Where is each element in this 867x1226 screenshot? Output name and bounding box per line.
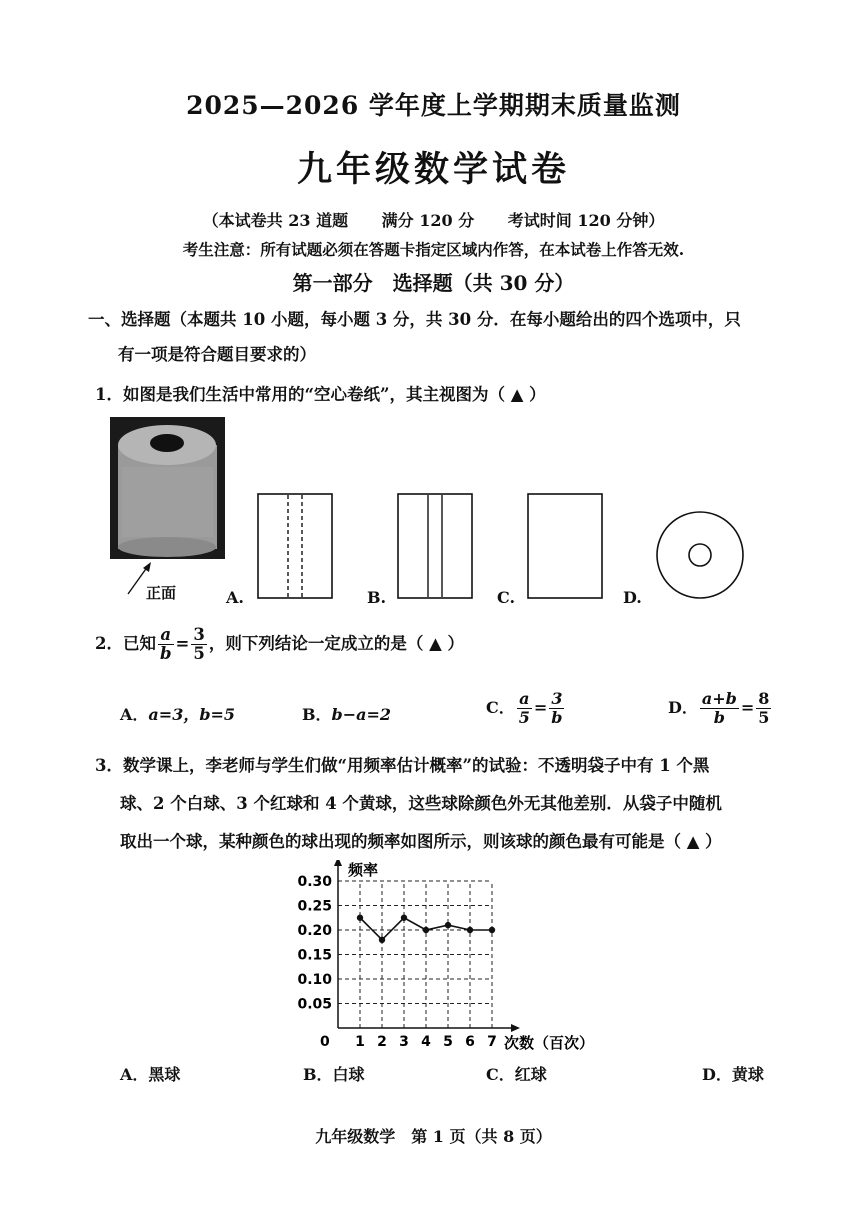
q1-text: 1．如图是我们生活中常用的“空心卷纸”，其主视图为（ ▲ ）: [95, 385, 546, 404]
q1-option-a-figure: [257, 493, 333, 599]
q3-option-c-label: C．: [486, 1065, 515, 1084]
q2-d-ld: b: [713, 708, 725, 727]
q2-c-eq: =: [533, 698, 548, 717]
q2-option-d-label: D．: [668, 698, 698, 717]
q3-line1: 3．数学课上，李老师与学生们做“用频率估计概率”的试验：不透明袋子中有 1 个黑: [95, 756, 710, 775]
section-intro-line2: 有一项是符合题目要求的）: [118, 345, 316, 364]
q3-option-a-text: 黑球: [148, 1065, 181, 1084]
x-tick-label: 2: [377, 1034, 387, 1050]
q2-d-ln: a+b: [701, 689, 737, 708]
q2-d-rn: 8: [758, 689, 770, 708]
exam-subtitle: 九年级数学试卷: [296, 149, 570, 190]
q2-option-b[interactable]: [302, 702, 391, 725]
q3-option-d[interactable]: [702, 1062, 764, 1085]
info-score: 满分 120 分: [381, 211, 475, 230]
q2-frac-ab: [158, 626, 174, 663]
exam-info: [0, 208, 867, 231]
x-tick-label: 6: [465, 1034, 475, 1050]
y-tick-label: 0.15: [297, 947, 332, 964]
q3-option-b-label: B．: [303, 1065, 333, 1084]
q1-option-a-label[interactable]: A.: [226, 588, 244, 607]
q2-option-a-text: a=3，b=5: [148, 705, 236, 724]
q2-frac-den: b: [159, 644, 172, 663]
q2-prefix: 2．已知: [95, 634, 156, 653]
q2-d-eq: =: [740, 698, 755, 717]
q2-rhs-den: 5: [193, 644, 205, 663]
data-point: [401, 915, 407, 921]
q2-option-b-text: b−a=2: [331, 705, 392, 724]
q2-c-ln: a: [517, 690, 532, 709]
q2-c-right-frac: [549, 690, 564, 727]
q2-c-rn: 3: [549, 690, 564, 709]
q3-line3: 取出一个球，某种颜色的球出现的频率如图所示，则该球的颜色最有可能是（ ▲ ）: [120, 832, 722, 851]
y-tick-label: 0.05: [297, 996, 332, 1013]
q2-d-rd: 5: [758, 708, 770, 727]
exam-title: 2025—2026 学年度上学期期末质量监测: [186, 91, 681, 120]
section-intro-line1: 一、选择题（本题共 10 小题，每小题 3 分，共 30 分．在每小题给出的四个选项中，只: [88, 310, 741, 329]
x-tick-label: 4: [421, 1034, 431, 1050]
data-point: [423, 927, 429, 933]
q3-option-d-text: 黄球: [731, 1065, 764, 1084]
chart-tick-labels: [297, 874, 496, 1050]
q2-c-rd: b: [551, 708, 563, 727]
x-tick-label: 5: [443, 1034, 453, 1050]
exam-notice: 考生注意：所有试题必须在答题卡指定区域内作答，在本试卷上作答无效.: [182, 240, 685, 259]
page-footer: 九年级数学 第 1 页（共 8 页）: [315, 1127, 552, 1146]
q2-option-a-label: A．: [120, 705, 149, 724]
q2-c-left-frac: [517, 690, 532, 727]
q2-option-a[interactable]: [120, 702, 235, 725]
y-tick-label: 0.20: [297, 923, 332, 939]
q1-option-b-label[interactable]: B.: [367, 588, 387, 607]
data-point: [489, 927, 495, 933]
chart-origin-label: 0: [320, 1034, 330, 1050]
q3-option-c[interactable]: [486, 1062, 547, 1085]
q2-text: [95, 626, 464, 663]
q2-rhs-num: 3: [193, 625, 205, 644]
x-tick-label: 7: [487, 1034, 497, 1050]
chart-grid: [338, 881, 492, 1028]
q2-d-right-frac: [756, 690, 771, 727]
y-tick-label: 0.10: [297, 972, 332, 988]
info-time: 考试时间 120 分钟）: [507, 211, 665, 230]
q2-c-ld: 5: [518, 708, 530, 727]
q3-option-a[interactable]: [120, 1062, 180, 1085]
chart-x-label: 次数（百次）: [504, 1034, 595, 1052]
q2-suffix: ，则下列结论一定成立的是（ ▲ ）: [208, 634, 465, 653]
info-questions: （本试卷共 23 道题: [202, 211, 349, 230]
y-axis-arrow: [334, 860, 342, 866]
q3-option-c-text: 红球: [514, 1065, 547, 1084]
q2-d-left-frac: [700, 690, 739, 727]
part-title: 第一部分 选择题（共 30 分）: [292, 271, 575, 295]
q2-option-b-label: B．: [302, 705, 332, 724]
q2-frac-num: a: [158, 626, 174, 645]
q2-frac-35: [191, 626, 206, 663]
q1-option-c-figure: [527, 493, 603, 599]
chart-y-label: 频率: [348, 861, 379, 879]
toilet-paper-photo: [110, 417, 225, 559]
front-label: 正面: [146, 584, 177, 602]
chart-series: [357, 915, 495, 943]
data-point: [379, 937, 385, 943]
q3-option-a-label: A．: [120, 1065, 149, 1084]
q2-option-c[interactable]: [486, 690, 566, 727]
q2-eq: =: [175, 634, 190, 653]
q1-option-b-figure: [397, 493, 473, 599]
q3-option-d-label: D．: [702, 1065, 732, 1084]
x-axis-arrow: [511, 1024, 520, 1032]
q2-option-d[interactable]: [668, 690, 773, 727]
frequency-chart: [290, 860, 610, 1055]
q2-option-c-label: C．: [486, 698, 515, 717]
x-tick-label: 1: [355, 1034, 365, 1050]
q3-option-b[interactable]: [303, 1062, 365, 1085]
q3-option-b-text: 白球: [332, 1065, 365, 1084]
y-tick-label: 0.30: [297, 874, 332, 890]
y-tick-label: 0.25: [297, 898, 332, 915]
data-point: [467, 927, 473, 933]
q1-option-d-figure: [655, 510, 745, 600]
x-tick-label: 3: [399, 1034, 409, 1050]
data-point: [357, 915, 363, 921]
data-point: [445, 922, 451, 928]
q1-option-d-label[interactable]: D.: [623, 588, 642, 607]
q1-option-c-label[interactable]: C.: [497, 588, 516, 607]
q3-line2: 球、2 个白球、3 个红球和 4 个黄球，这些球除颜色外无其他差别．从袋子中随机: [120, 794, 722, 813]
